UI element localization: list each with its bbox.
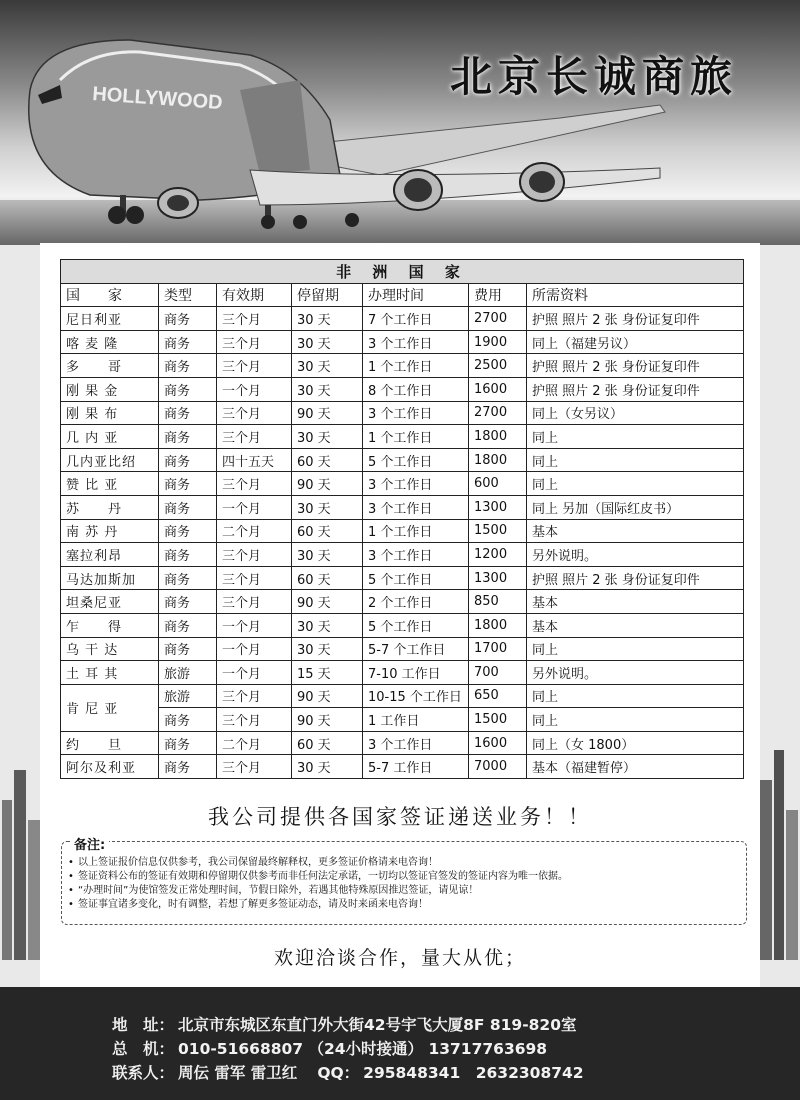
cell-country: 尼日利亚: [61, 307, 159, 331]
cell-materials: 同上: [527, 472, 744, 496]
cell-country: 刚 果 布: [61, 401, 159, 425]
cell-country: 土 耳 其: [61, 661, 159, 685]
address-label: 地 址：: [112, 1016, 175, 1034]
cell-fee: 2500: [469, 354, 527, 378]
visa-price-table: [60, 259, 744, 779]
cell-fee: 1800: [469, 448, 527, 472]
cell-validity: 一个月: [217, 377, 292, 401]
cell-fee: 700: [469, 661, 527, 685]
cell-processing: 5 个工作日: [363, 448, 469, 472]
cell-materials: 基本: [527, 519, 744, 543]
cell-stay: 30 天: [292, 354, 363, 378]
cell-validity: 三个月: [217, 330, 292, 354]
cell-validity: 三个月: [217, 425, 292, 449]
table-row: [61, 613, 744, 637]
cell-stay: 30 天: [292, 330, 363, 354]
cell-stay: 90 天: [292, 590, 363, 614]
cell-type: 商务: [159, 708, 217, 732]
table-row: [61, 731, 744, 755]
cell-country: 塞拉利昂: [61, 543, 159, 567]
cell-processing: 1 工作日: [363, 708, 469, 732]
contact-footer: [0, 987, 800, 1100]
bullet-icon: •: [68, 899, 74, 910]
column-header-processing: 办理时间: [363, 283, 469, 307]
cell-country: 约 旦: [61, 731, 159, 755]
cell-fee: 1300: [469, 566, 527, 590]
cell-validity: 四十五天: [217, 448, 292, 472]
cell-country: 几 内 亚: [61, 425, 159, 449]
content-panel: [40, 243, 760, 987]
note-item: [68, 898, 568, 912]
table-row: [61, 401, 744, 425]
cell-materials: 另外说明。: [527, 661, 744, 685]
cell-stay: 90 天: [292, 708, 363, 732]
cell-processing: 5-7 工作日: [363, 755, 469, 779]
cell-fee: 1300: [469, 495, 527, 519]
cell-type: 商务: [159, 377, 217, 401]
note-text: “办理时间”为使馆签发正常处理时间，节假日除外，若遇其他特殊原因推迟签证，请见谅！: [78, 885, 479, 896]
cell-fee: 1200: [469, 543, 527, 567]
cell-country: 乍 得: [61, 613, 159, 637]
note-item: [68, 870, 568, 884]
cell-fee: 1500: [469, 519, 527, 543]
column-header-validity: 有效期: [217, 283, 292, 307]
cell-type: 商务: [159, 566, 217, 590]
cell-country: 肯 尼 亚: [61, 684, 159, 731]
cell-stay: 60 天: [292, 566, 363, 590]
cell-stay: 30 天: [292, 755, 363, 779]
cell-processing: 3 个工作日: [363, 401, 469, 425]
cell-materials: 同上（女 1800）: [527, 731, 744, 755]
notes-list: [68, 856, 568, 912]
cell-processing: 3 个工作日: [363, 472, 469, 496]
cell-fee: 1700: [469, 637, 527, 661]
cell-country: 南 苏 丹: [61, 519, 159, 543]
table-row: [61, 425, 744, 449]
notes-title: 备注:: [70, 834, 109, 853]
cell-processing: 1 个工作日: [363, 519, 469, 543]
cell-processing: 5 个工作日: [363, 566, 469, 590]
cell-processing: 3 个工作日: [363, 543, 469, 567]
cell-validity: 一个月: [217, 637, 292, 661]
cell-stay: 90 天: [292, 684, 363, 708]
cell-validity: 三个月: [217, 566, 292, 590]
welcome-text: 欢迎洽谈合作，量大从优；: [273, 947, 526, 969]
cell-stay: 90 天: [292, 472, 363, 496]
note-text: 以上签证报价信息仅供参考，我公司保留最终解释权，更多签证价格请来电咨询！: [78, 857, 438, 868]
cell-type: 商务: [159, 519, 217, 543]
table-row: [61, 708, 744, 732]
cell-validity: 三个月: [217, 590, 292, 614]
cell-materials: 同上（福建另议）: [527, 330, 744, 354]
cell-country: 喀 麦 隆: [61, 330, 159, 354]
cell-processing: 5 个工作日: [363, 613, 469, 637]
table-row: [61, 448, 744, 472]
cell-fee: 1600: [469, 377, 527, 401]
phone-line: [112, 1037, 551, 1059]
cell-type: 商务: [159, 731, 217, 755]
slogan: 我公司提供各国家签证递送业务！！: [208, 805, 592, 829]
cell-validity: 三个月: [217, 307, 292, 331]
cell-validity: 三个月: [217, 401, 292, 425]
table-row: [61, 354, 744, 378]
table-row: [61, 543, 744, 567]
cell-fee: 1800: [469, 425, 527, 449]
cell-stay: 30 天: [292, 495, 363, 519]
phone-value: 010-51668807 （24小时接通） 13717763698: [178, 1040, 548, 1058]
contact-line: [112, 1061, 588, 1083]
cell-materials: 护照 照片 2 张 身份证复印件: [527, 307, 744, 331]
airplane-illustration: [0, 0, 800, 245]
cell-type: 商务: [159, 495, 217, 519]
cell-validity: 二个月: [217, 731, 292, 755]
cell-country: 阿尔及利亚: [61, 755, 159, 779]
qq-label: QQ：: [317, 1064, 360, 1082]
cell-type: 旅游: [159, 661, 217, 685]
table-title: 非 洲 国 家: [61, 260, 744, 284]
cell-country: 马达加斯加: [61, 566, 159, 590]
table-row: [61, 566, 744, 590]
cell-materials: 同上: [527, 637, 744, 661]
cell-materials: 同上: [527, 684, 744, 708]
cell-type: 商务: [159, 448, 217, 472]
cell-validity: 三个月: [217, 755, 292, 779]
cell-validity: 一个月: [217, 661, 292, 685]
cell-country: 坦桑尼亚: [61, 590, 159, 614]
cell-fee: 850: [469, 590, 527, 614]
column-header-type: 类型: [159, 283, 217, 307]
cell-stay: 60 天: [292, 448, 363, 472]
cell-processing: 8 个工作日: [363, 377, 469, 401]
cell-type: 商务: [159, 590, 217, 614]
cell-materials: 护照 照片 2 张 身份证复印件: [527, 354, 744, 378]
table-row: [61, 377, 744, 401]
cell-stay: 30 天: [292, 307, 363, 331]
cell-country: 刚 果 金: [61, 377, 159, 401]
cell-processing: 5-7 个工作日: [363, 637, 469, 661]
cell-processing: 7-10 工作日: [363, 661, 469, 685]
cell-fee: 1800: [469, 613, 527, 637]
cell-validity: 一个月: [217, 613, 292, 637]
cell-type: 商务: [159, 613, 217, 637]
cell-validity: 三个月: [217, 354, 292, 378]
contact-label: 联系人：: [112, 1064, 175, 1082]
cell-materials: 基本: [527, 590, 744, 614]
cell-country: 乌 干 达: [61, 637, 159, 661]
cell-materials: 同上: [527, 708, 744, 732]
cell-stay: 30 天: [292, 377, 363, 401]
cell-materials: 基本（福建暂停）: [527, 755, 744, 779]
cell-processing: 3 个工作日: [363, 495, 469, 519]
cell-processing: 1 个工作日: [363, 354, 469, 378]
table-row: [61, 495, 744, 519]
bullet-icon: •: [68, 857, 74, 868]
note-item: [68, 856, 568, 870]
column-header-stay: 停留期: [292, 283, 363, 307]
cell-stay: 30 天: [292, 613, 363, 637]
table-row: [61, 472, 744, 496]
cell-validity: 三个月: [217, 684, 292, 708]
cell-materials: 护照 照片 2 张 身份证复印件: [527, 377, 744, 401]
cell-processing: 3 个工作日: [363, 330, 469, 354]
cell-materials: 同上: [527, 448, 744, 472]
cell-validity: 二个月: [217, 519, 292, 543]
cell-stay: 60 天: [292, 731, 363, 755]
cell-materials: 同上（女另议）: [527, 401, 744, 425]
hero-banner: [0, 0, 800, 245]
cell-type: 商务: [159, 307, 217, 331]
cell-type: 商务: [159, 330, 217, 354]
cell-fee: 7000: [469, 755, 527, 779]
cell-type: 商务: [159, 425, 217, 449]
cell-materials: 护照 照片 2 张 身份证复印件: [527, 566, 744, 590]
cell-materials: 基本: [527, 613, 744, 637]
cell-stay: 60 天: [292, 519, 363, 543]
notes-box: [61, 838, 747, 925]
brand-title: 北京长诚商旅: [449, 52, 738, 101]
cell-fee: 1500: [469, 708, 527, 732]
cell-processing: 10-15 个工作日: [363, 684, 469, 708]
table-row: [61, 330, 744, 354]
cell-stay: 30 天: [292, 425, 363, 449]
table-row: [61, 307, 744, 331]
address-value: 北京市东城区东直门外大街42号宇飞大厦8F 819-820室: [178, 1016, 577, 1034]
city-skyline-right: [758, 740, 800, 960]
cell-stay: 30 天: [292, 543, 363, 567]
cell-country: 几内亚比绍: [61, 448, 159, 472]
cell-fee: 1600: [469, 731, 527, 755]
cell-stay: 30 天: [292, 637, 363, 661]
cell-type: 商务: [159, 543, 217, 567]
cell-processing: 2 个工作日: [363, 590, 469, 614]
note-item: [68, 884, 568, 898]
cell-validity: 三个月: [217, 472, 292, 496]
cell-stay: 90 天: [292, 401, 363, 425]
phone-label: 总 机：: [112, 1040, 175, 1058]
cell-type: 商务: [159, 637, 217, 661]
table-row: [61, 684, 744, 708]
cell-materials: 同上: [527, 425, 744, 449]
cell-fee: 600: [469, 472, 527, 496]
cell-validity: 三个月: [217, 708, 292, 732]
cell-type: 商务: [159, 354, 217, 378]
cell-type: 商务: [159, 755, 217, 779]
cell-fee: 1900: [469, 330, 527, 354]
cell-validity: 三个月: [217, 543, 292, 567]
cell-type: 商务: [159, 472, 217, 496]
cell-processing: 1 个工作日: [363, 425, 469, 449]
table-row: [61, 637, 744, 661]
cell-country: 赞 比 亚: [61, 472, 159, 496]
table-row: [61, 519, 744, 543]
cell-processing: 3 个工作日: [363, 731, 469, 755]
cell-fee: 650: [469, 684, 527, 708]
cell-fee: 2700: [469, 307, 527, 331]
cell-processing: 7 个工作日: [363, 307, 469, 331]
plane-livery-text: HOLLYWOOD: [91, 83, 224, 115]
cell-country: 多 哥: [61, 354, 159, 378]
bullet-icon: •: [68, 885, 74, 896]
cell-type: 商务: [159, 401, 217, 425]
cell-materials: 同上 另加（国际红皮书）: [527, 495, 744, 519]
cell-country: 苏 丹: [61, 495, 159, 519]
note-text: 签证资料公布的签证有效期和停留期仅供参考而非任何法定承诺，一切均以签证官签发的签证内容为唯一依据。: [78, 871, 568, 882]
qq-value: 295848341 2632308742: [363, 1064, 584, 1082]
bullet-icon: •: [68, 871, 74, 882]
table-header-row: [61, 283, 744, 307]
table-row: [61, 661, 744, 685]
table-row: [61, 590, 744, 614]
address-line: [112, 1013, 581, 1035]
cell-stay: 15 天: [292, 661, 363, 685]
column-header-materials: 所需资料: [527, 283, 744, 307]
city-skyline-left: [0, 740, 42, 960]
cell-fee: 2700: [469, 401, 527, 425]
cell-materials: 另外说明。: [527, 543, 744, 567]
cell-validity: 一个月: [217, 495, 292, 519]
note-text: 签证事宜诸多变化，时有调整，若想了解更多签证动态，请及时来函来电咨询！: [78, 899, 428, 910]
contact-value: 周伝 雷军 雷卫红: [178, 1064, 298, 1082]
cell-type: 旅游: [159, 684, 217, 708]
column-header-country: 国 家: [61, 283, 159, 307]
column-header-fee: 费用: [469, 283, 527, 307]
table-row: [61, 755, 744, 779]
